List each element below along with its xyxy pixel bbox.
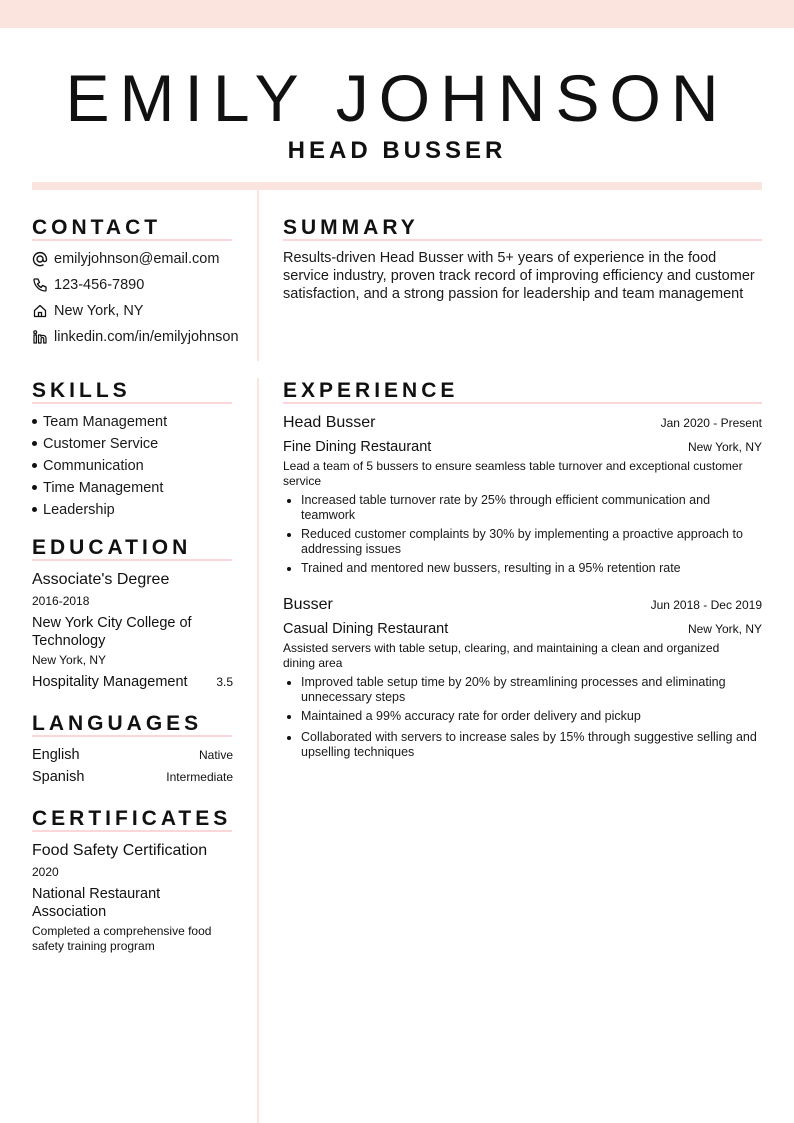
languages-rule <box>32 735 232 737</box>
contact-rule <box>32 239 232 241</box>
job-dates: Jun 2018 - Dec 2019 <box>650 598 762 612</box>
skill-item <box>32 500 115 520</box>
job-description: Lead a team of 5 bussers to ensure seamless table turnover and exceptional customer service <box>283 459 743 488</box>
bullet-dot <box>32 419 37 424</box>
bullet-dot <box>287 499 291 503</box>
job-bullet <box>287 561 757 576</box>
job-bullet <box>287 709 757 724</box>
bullet-dot <box>32 485 37 490</box>
skill-item <box>32 434 158 454</box>
experience-heading: EXPERIENCE <box>283 379 459 402</box>
language-level: Native <box>198 748 233 762</box>
skill-label: Communication <box>43 458 144 474</box>
language-level: Intermediate <box>166 770 233 784</box>
skill-label: Team Management <box>43 414 168 430</box>
skill-item <box>32 412 167 432</box>
education-years: 2016-2018 <box>32 594 90 608</box>
education-location: New York, NY <box>32 653 107 667</box>
job-role: Busser <box>283 596 333 613</box>
language-name: English <box>32 747 80 763</box>
phone-icon <box>32 277 48 293</box>
job-dates: Jan 2020 - Present <box>660 416 762 430</box>
certificates-heading: CERTIFICATES <box>32 807 232 830</box>
education-school: New York City College of Technology <box>32 615 192 649</box>
job-bullet-text: Improved table setup time by 20% by streamlining processes and eliminating unnecessary steps <box>301 675 726 704</box>
job-description: Assisted servers with table setup, clearing, and maintaining a clean and organized dining area <box>283 641 720 670</box>
contact-heading: CONTACT <box>32 216 162 239</box>
top-accent-band <box>0 0 794 28</box>
skill-item <box>32 456 144 476</box>
languages-heading: LANGUAGES <box>32 712 203 735</box>
header-divider <box>32 182 762 190</box>
skill-label: Time Management <box>43 480 164 496</box>
skill-label: Customer Service <box>43 436 159 452</box>
bullet-dot <box>287 736 291 740</box>
skill-label: Leadership <box>43 502 115 518</box>
education-heading: EDUCATION <box>32 536 192 559</box>
job-bullet <box>287 730 757 760</box>
job-company: Fine Dining Restaurant <box>283 439 432 455</box>
skill-item <box>32 478 163 498</box>
certificate-year: 2020 <box>32 865 59 879</box>
certificate-issuer: National Restaurant Association <box>32 886 161 920</box>
summary-text: Results-driven Head Busser with 5+ years of experience in the food service industry, proven track record of improving efficiency and customer satisfaction, and a strong passion for leadership and team management <box>283 250 755 302</box>
job-bullet-text: Reduced customer complaints by 30% by implementing a proactive approach to addressing issues <box>301 527 743 556</box>
summary-heading: SUMMARY <box>283 216 419 239</box>
bullet-dot <box>287 681 291 685</box>
contact-location-text: New York, NY <box>54 303 144 319</box>
contact-linkedin-text: linkedin.com/in/emilyjohnson <box>54 329 239 345</box>
bullet-dot <box>32 441 37 446</box>
language-name: Spanish <box>32 769 85 785</box>
bullet-dot <box>287 715 291 719</box>
bullet-dot <box>32 463 37 468</box>
contact-email-text: emilyjohnson@email.com <box>54 251 220 267</box>
skills-heading: SKILLS <box>32 379 131 402</box>
skills-rule <box>32 402 232 404</box>
job-bullet-text: Maintained a 99% accuracy rate for order delivery and pickup <box>301 709 641 723</box>
at-icon <box>32 251 48 267</box>
education-gpa: 3.5 <box>216 675 233 689</box>
home-icon <box>32 303 48 319</box>
job-location: New York, NY <box>687 622 762 636</box>
candidate-name: EMILY JOHNSON <box>65 61 729 135</box>
education-field: Hospitality Management <box>32 674 188 690</box>
job-bullet <box>287 675 757 705</box>
contact-phone[interactable] <box>32 275 144 295</box>
contact-email[interactable] <box>32 249 219 269</box>
candidate-title: HEAD BUSSER <box>287 137 507 164</box>
job-company: Casual Dining Restaurant <box>283 621 449 637</box>
certificates-rule <box>32 830 232 832</box>
education-rule <box>32 559 232 561</box>
bullet-dot <box>287 567 291 571</box>
job-bullet-text: Trained and mentored new bussers, resulting in a 95% retention rate <box>301 561 681 575</box>
contact-location <box>32 301 143 321</box>
job-location: New York, NY <box>687 440 762 454</box>
certificate-name: Food Safety Certification <box>32 842 208 859</box>
certificate-description: Completed a comprehensive food safety training program <box>32 924 212 953</box>
education-degree: Associate's Degree <box>32 571 170 588</box>
job-bullet-text: Collaborated with servers to increase sales by 15% through suggestive selling and upselling techniques <box>301 730 757 759</box>
job-bullet <box>287 527 757 557</box>
bullet-dot <box>32 507 37 512</box>
linkedin-icon <box>32 329 48 345</box>
summary-rule <box>283 239 762 241</box>
contact-linkedin[interactable] <box>32 327 239 347</box>
job-bullet <box>287 493 757 523</box>
job-bullet-text: Increased table turnover rate by 25% through efficient communication and teamwork <box>301 493 711 522</box>
column-divider <box>257 190 259 361</box>
contact-phone-text: 123-456-7890 <box>54 277 145 293</box>
experience-rule <box>283 402 762 404</box>
column-divider <box>257 378 259 1123</box>
job-role: Head Busser <box>283 414 376 431</box>
bullet-dot <box>287 533 291 537</box>
